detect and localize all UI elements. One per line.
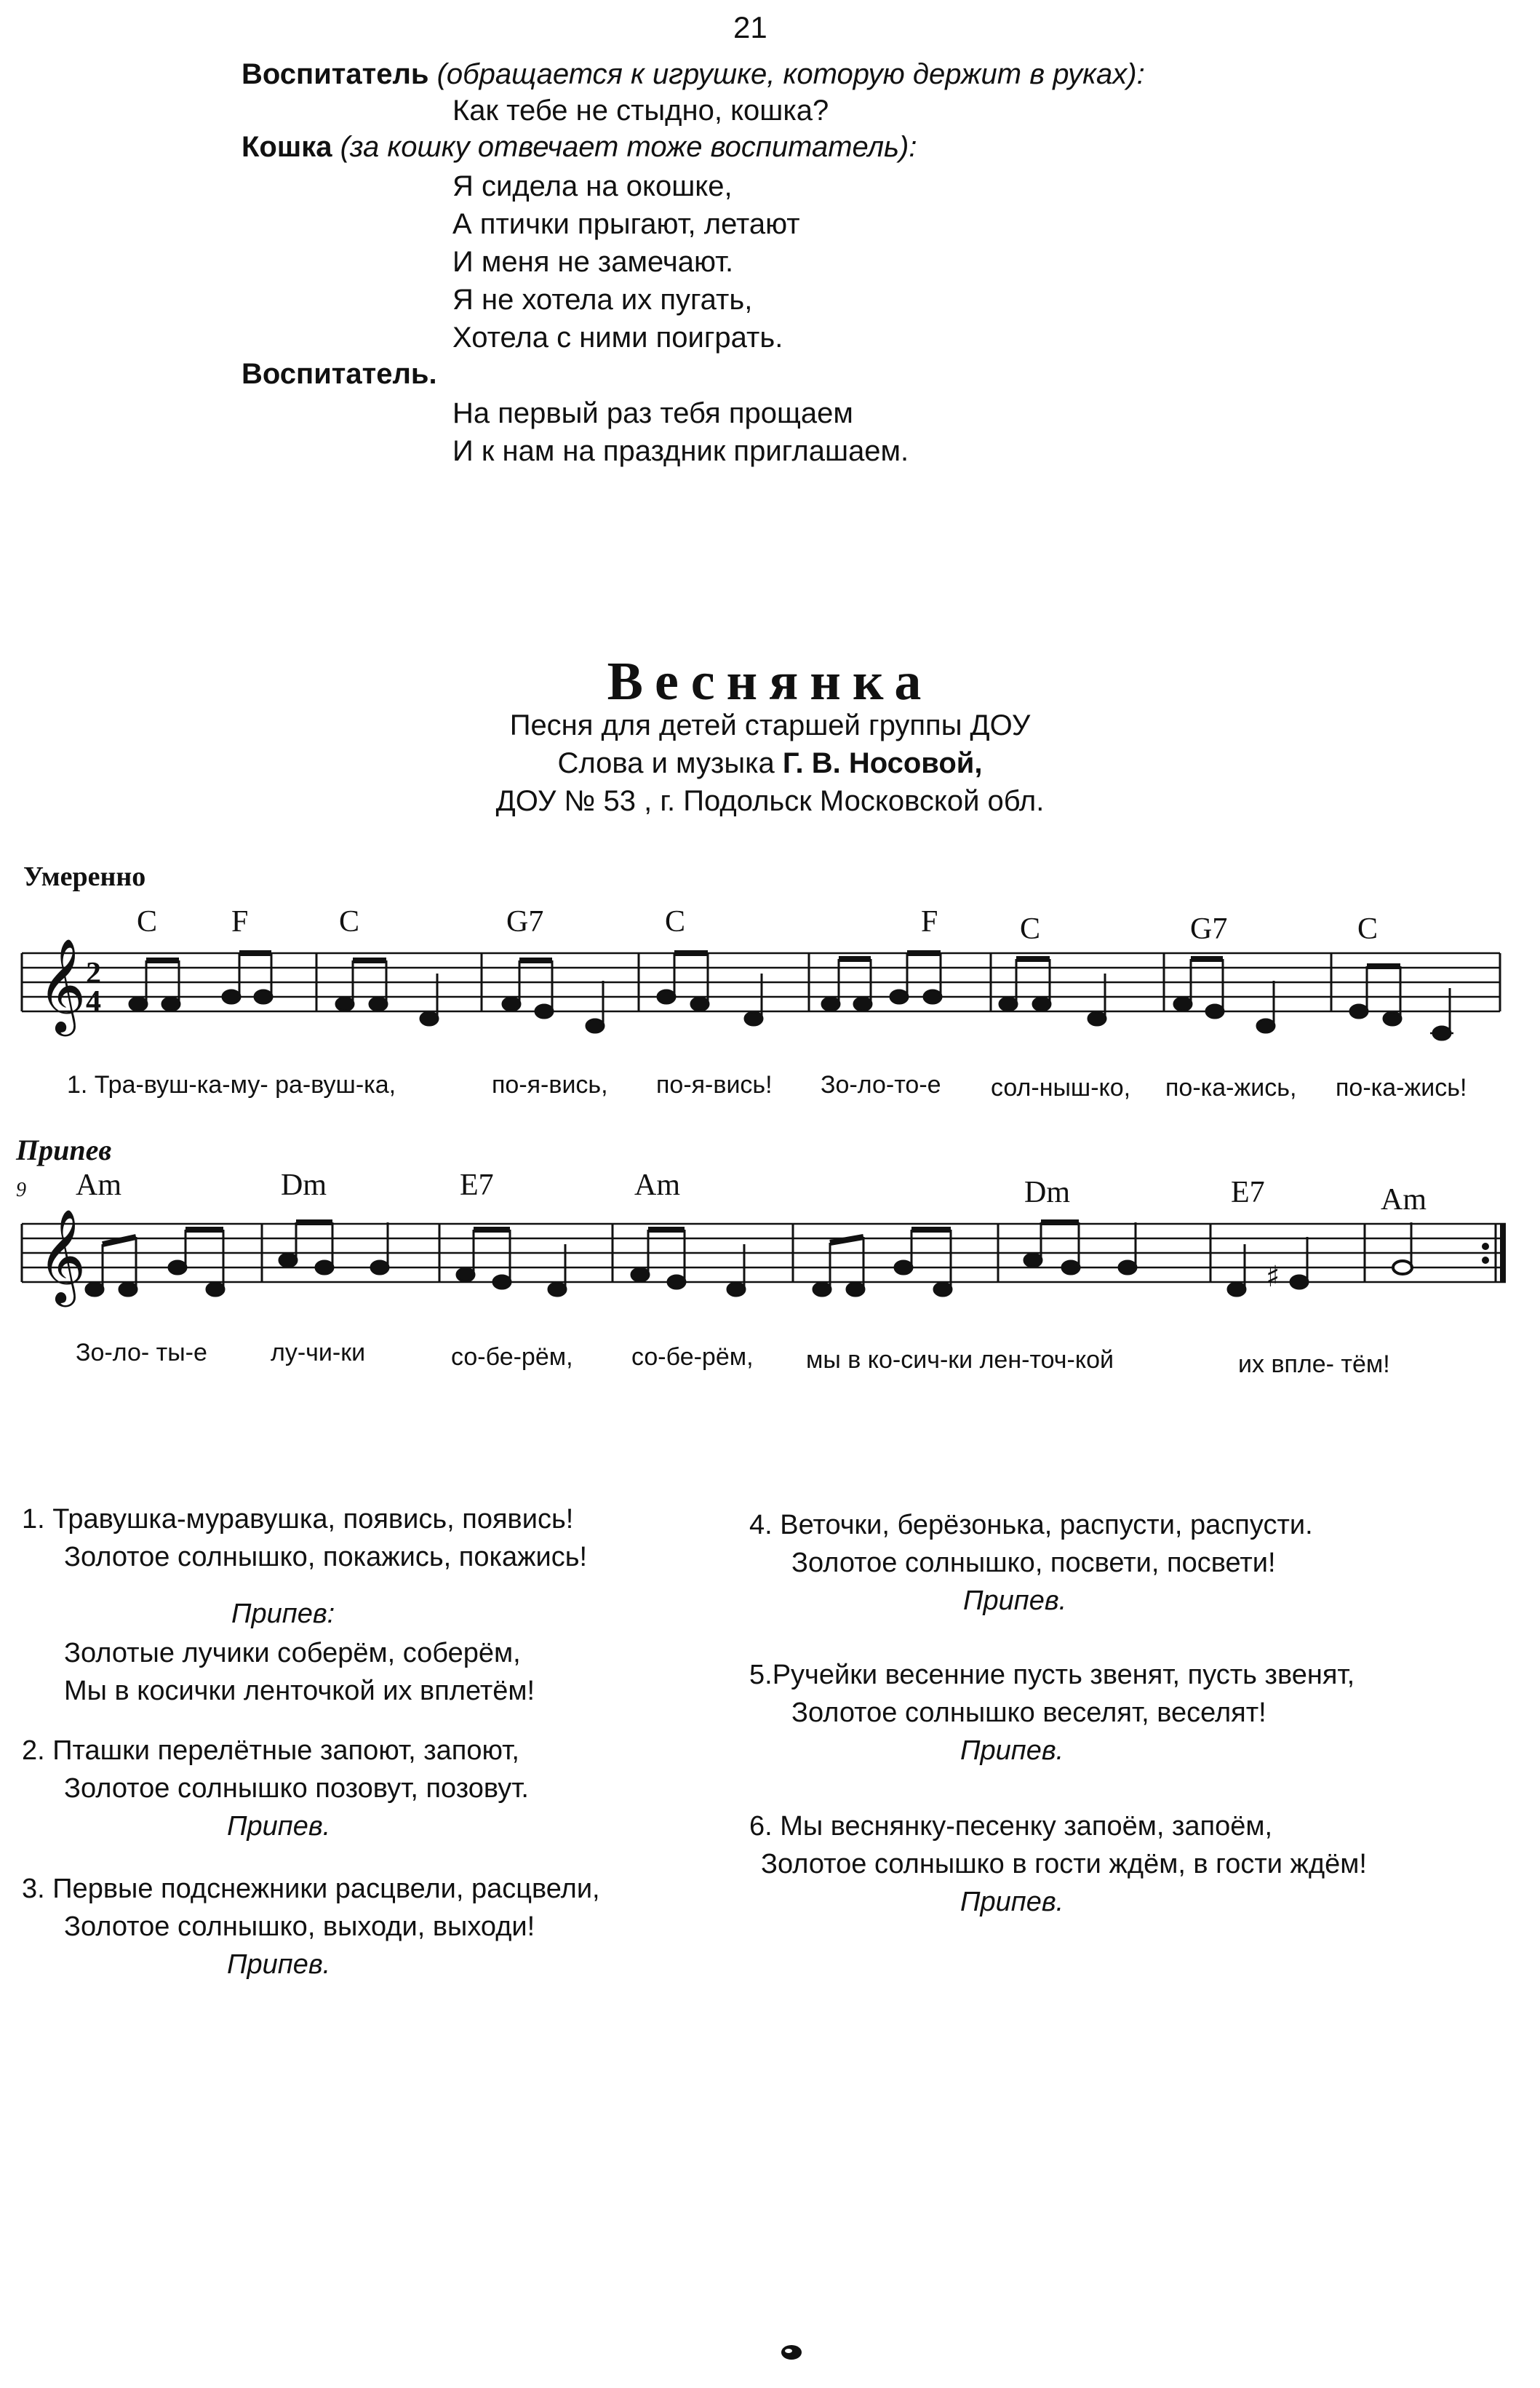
- lyric-syllables: по-я-вись,: [492, 1071, 608, 1099]
- dialog-line-2: Как тебе не стыдно, кошка?: [452, 95, 829, 127]
- verse-line: Золотые лучики соберём, соберём,: [64, 1638, 521, 1668]
- lyric-syllables: по-ка-жись,: [1165, 1074, 1297, 1102]
- chord-symbol: C: [1357, 912, 1379, 946]
- lyric-syllables: мы в ко-сич-ки лен-точ-кой: [806, 1346, 1114, 1374]
- treble-clef-icon: 𝄞: [38, 938, 87, 1032]
- chord-symbol: F: [231, 905, 249, 939]
- chorus-text: [64, 1634, 535, 1710]
- chord-symbol: Am: [634, 1169, 680, 1202]
- verse-line: Мы в косички ленточкой их вплетём!: [64, 1676, 535, 1706]
- lyric-syllables: их впле- тём!: [1238, 1350, 1390, 1378]
- verse-2: [22, 1732, 529, 1845]
- song-title: Веснянка: [607, 652, 933, 712]
- time-signature-top: 2: [86, 957, 101, 990]
- verse-line: 6. Мы веснянку-песенку запоём, запоём,: [749, 1811, 1273, 1842]
- lyric-syllables: со-бе-рём,: [451, 1343, 573, 1371]
- verse-line: Золотое солнышко в гости ждём, в гости ждём!: [761, 1849, 1367, 1879]
- page-number: 21: [733, 10, 767, 44]
- lyric-syllables: Зо-ло- ты-е: [76, 1339, 207, 1366]
- cat-line: А птички прыгают, летают: [452, 208, 800, 240]
- chord-symbol: E7: [460, 1169, 494, 1202]
- speaker-teacher: Воспитатель.: [242, 358, 437, 390]
- verse-5: [749, 1656, 1355, 1770]
- verse-line: 3. Первые подснежники расцвели, расцвели,: [22, 1874, 600, 1904]
- verse-line: 4. Веточки, берёзонька, распусти, распусти.: [749, 1510, 1313, 1540]
- sharp-icon: ♯: [1266, 1260, 1280, 1294]
- verse-6: [749, 1807, 1367, 1921]
- song-authorship: Слова и музыка Г. В. Носовой,: [557, 747, 983, 779]
- chord-symbol: Am: [1381, 1183, 1427, 1217]
- chord-symbol: G7: [1190, 912, 1228, 946]
- chorus-title: Припев:: [231, 1599, 335, 1629]
- chord-symbol: C: [339, 905, 360, 939]
- verse-line: Золотое солнышко веселят, веселят!: [791, 1698, 1266, 1728]
- verse-4: [749, 1506, 1313, 1620]
- time-signature-bottom: 4: [86, 985, 101, 1019]
- song-subtitle: Песня для детей старшей группы ДОУ: [509, 709, 1031, 741]
- speaker-teacher: Воспитатель: [242, 58, 429, 90]
- chord-symbol: F: [921, 905, 938, 939]
- chord-symbol: C: [665, 905, 686, 939]
- speaker-cat: Кошка: [242, 131, 332, 163]
- song-origin: ДОУ № 53 , г. Подольск Московской обл.: [495, 785, 1045, 817]
- chorus-reference: Припев.: [227, 1811, 331, 1842]
- verse-line: 1. Травушка-муравушка, появись, появись!: [22, 1504, 574, 1535]
- staff-2-notes: [86, 1222, 1412, 1296]
- ornament-icon: [778, 2341, 807, 2363]
- cat-line: И меня не замечают.: [452, 246, 734, 278]
- chord-symbol: C: [1020, 912, 1041, 946]
- treble-clef-icon: 𝄞: [38, 1209, 87, 1303]
- verse-line: Золотое солнышко, выходи, выходи!: [64, 1911, 535, 1942]
- stage-remark: (обращается к игрушке, которую держит в руках):: [436, 58, 1145, 90]
- lyric-syllables: лу-чи-ки: [271, 1339, 366, 1366]
- teacher-line: На первый раз тебя прощаем: [452, 397, 853, 429]
- verse-line: 5.Ручейки весенние пусть звенят, пусть звенят,: [749, 1660, 1355, 1690]
- verse-line: Золотое солнышко, посвети, посвети!: [791, 1548, 1276, 1578]
- lyric-syllables: 1. Тра-вуш-ка-му- ра-вуш-ка,: [67, 1071, 396, 1099]
- chord-symbol: C: [137, 905, 158, 939]
- cat-line: Я сидела на окошке,: [452, 170, 733, 202]
- chorus-reference: Припев.: [960, 1887, 1064, 1917]
- bar-number: 9: [16, 1179, 26, 1201]
- lyric-syllables: со-бе-рём,: [631, 1343, 754, 1371]
- lyric-syllables: по-ка-жись!: [1336, 1074, 1467, 1102]
- verse-1: [22, 1500, 587, 1576]
- refrain-label: Припев: [16, 1134, 112, 1166]
- lyric-syllables: Зо-ло-то-е: [821, 1071, 941, 1099]
- chorus-reference: Припев.: [960, 1735, 1064, 1766]
- staff-2-lines: [22, 1224, 1506, 1282]
- lyric-syllables: сол-ныш-ко,: [991, 1074, 1131, 1102]
- verse-line: Золотое солнышко, покажись, покажись!: [64, 1542, 588, 1572]
- cat-line: Я не хотела их пугать,: [452, 284, 753, 316]
- tempo-marking: Умеренно: [23, 861, 146, 892]
- lyric-syllables: по-я-вись!: [656, 1071, 773, 1099]
- chord-symbol: Am: [76, 1169, 121, 1202]
- chord-symbol: Dm: [281, 1169, 327, 1202]
- verse-line: 2. Пташки перелётные запоют, запоют,: [22, 1735, 519, 1766]
- chorus-reference: Припев.: [227, 1949, 331, 1980]
- stage-remark: (за кошку отвечает тоже воспитатель):: [340, 131, 917, 163]
- chord-symbol: E7: [1231, 1176, 1265, 1209]
- teacher-line: И к нам на праздник приглашаем.: [452, 435, 909, 467]
- repeat-dot-upper: [1482, 1243, 1489, 1250]
- verse-line: Золотое солнышко позовут, позовут.: [64, 1773, 529, 1804]
- chorus-reference: Припев.: [963, 1585, 1067, 1616]
- chord-symbol: Dm: [1024, 1176, 1070, 1209]
- verse-3: [22, 1870, 600, 1983]
- chord-symbol: G7: [506, 905, 544, 939]
- chorus-heading: [231, 1595, 335, 1633]
- cat-line: Хотела с ними поиграть.: [452, 322, 783, 354]
- author-name: Г. В. Носовой,: [782, 747, 983, 779]
- repeat-dot-lower: [1482, 1257, 1489, 1264]
